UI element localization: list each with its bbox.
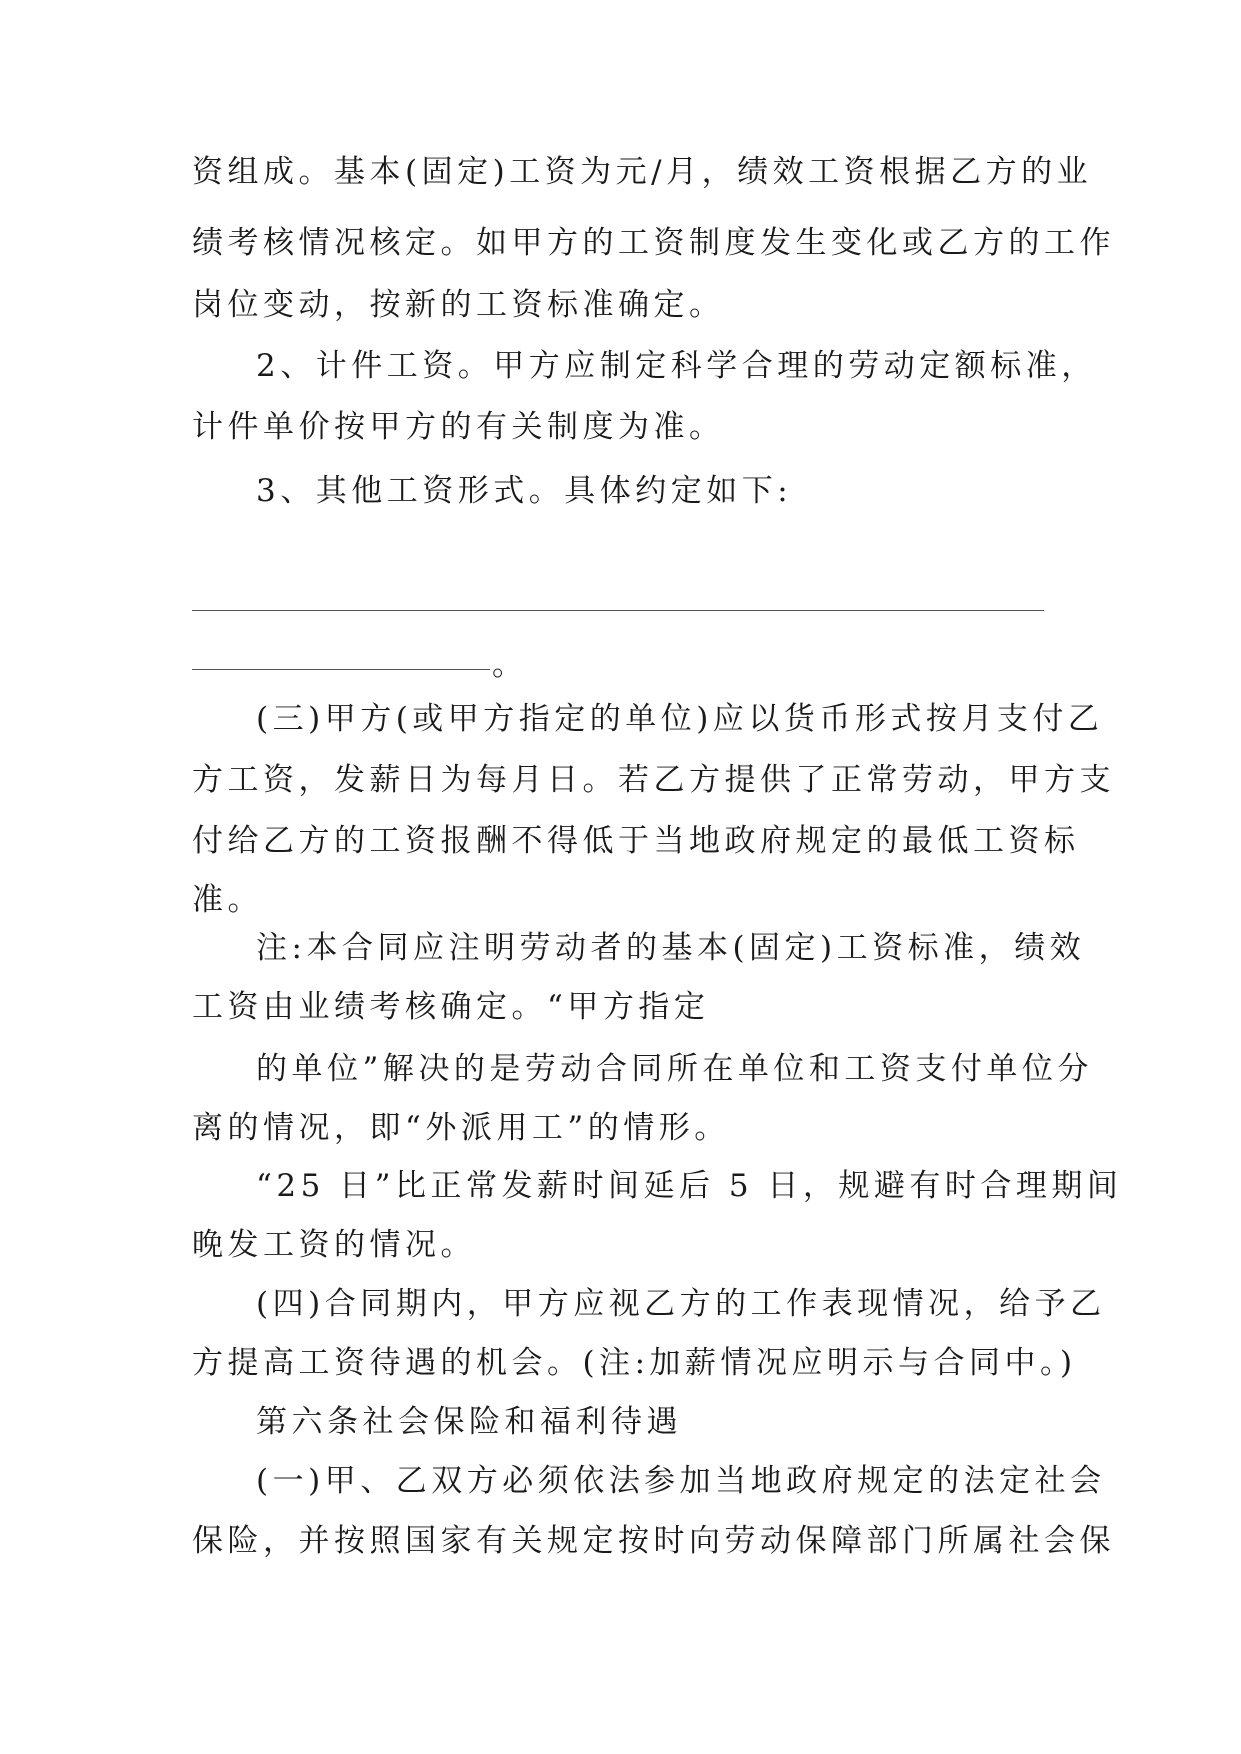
blank-end-mark: 。 bbox=[492, 647, 523, 683]
text-line: 3、其他工资形式。具体约定如下: bbox=[256, 473, 793, 509]
text-line: (三)甲方(或甲方指定的单位)应以货币形式按月支付乙 bbox=[256, 701, 1104, 737]
blank-fill-line bbox=[192, 610, 1044, 611]
section-heading: 第六条社会保险和福利待遇 bbox=[256, 1404, 682, 1440]
text-line: 绩考核情况核定。如甲方的工资制度发生变化或乙方的工作 bbox=[192, 225, 1115, 261]
text-line: 2、计件工资。甲方应制定科学合理的劳动定额标准， bbox=[256, 348, 1097, 384]
text-line: 准。 bbox=[192, 882, 263, 918]
text-line: 注:本合同应注明劳动者的基本(固定)工资标准，绩效 bbox=[256, 930, 1086, 966]
text-line: 工资由业绩考核确定。“甲方指定 bbox=[192, 989, 710, 1025]
text-line: (一)甲、乙双方必须依法参加当地政府规定的法定社会 bbox=[256, 1463, 1106, 1499]
text-line: 岗位变动，按新的工资标准确定。 bbox=[192, 287, 725, 323]
text-line: 保险，并按照国家有关规定按时向劳动保障部门所属社会保 bbox=[192, 1523, 1115, 1559]
text-line: (四)合同期内，甲方应视乙方的工作表现情况，给予乙 bbox=[256, 1286, 1106, 1322]
text-line: 资组成。基本(固定)工资为元/月，绩效工资根据乙方的业 bbox=[192, 154, 1093, 190]
text-line: “25 日”比正常发薪时间延后 5 日，规避有时合理期间 bbox=[256, 1168, 1123, 1204]
text-line: 计件单价按甲方的有关制度为准。 bbox=[192, 409, 725, 445]
text-line: 方工资，发薪日为每月日。若乙方提供了正常劳动，甲方支 bbox=[192, 762, 1115, 798]
text-line: 方提高工资待遇的机会。(注:加薪情况应明示与合同中。) bbox=[192, 1345, 1077, 1381]
text-line: 的单位”解决的是劳动合同所在单位和工资支付单位分 bbox=[256, 1051, 1093, 1087]
text-line: 离的情况，即“外派用工”的情形。 bbox=[192, 1110, 730, 1146]
text-line: 付给乙方的工资报酬不得低于当地政府规定的最低工资标 bbox=[192, 823, 1080, 859]
text-line: 晚发工资的情况。 bbox=[192, 1227, 476, 1263]
blank-fill-line bbox=[192, 669, 490, 670]
